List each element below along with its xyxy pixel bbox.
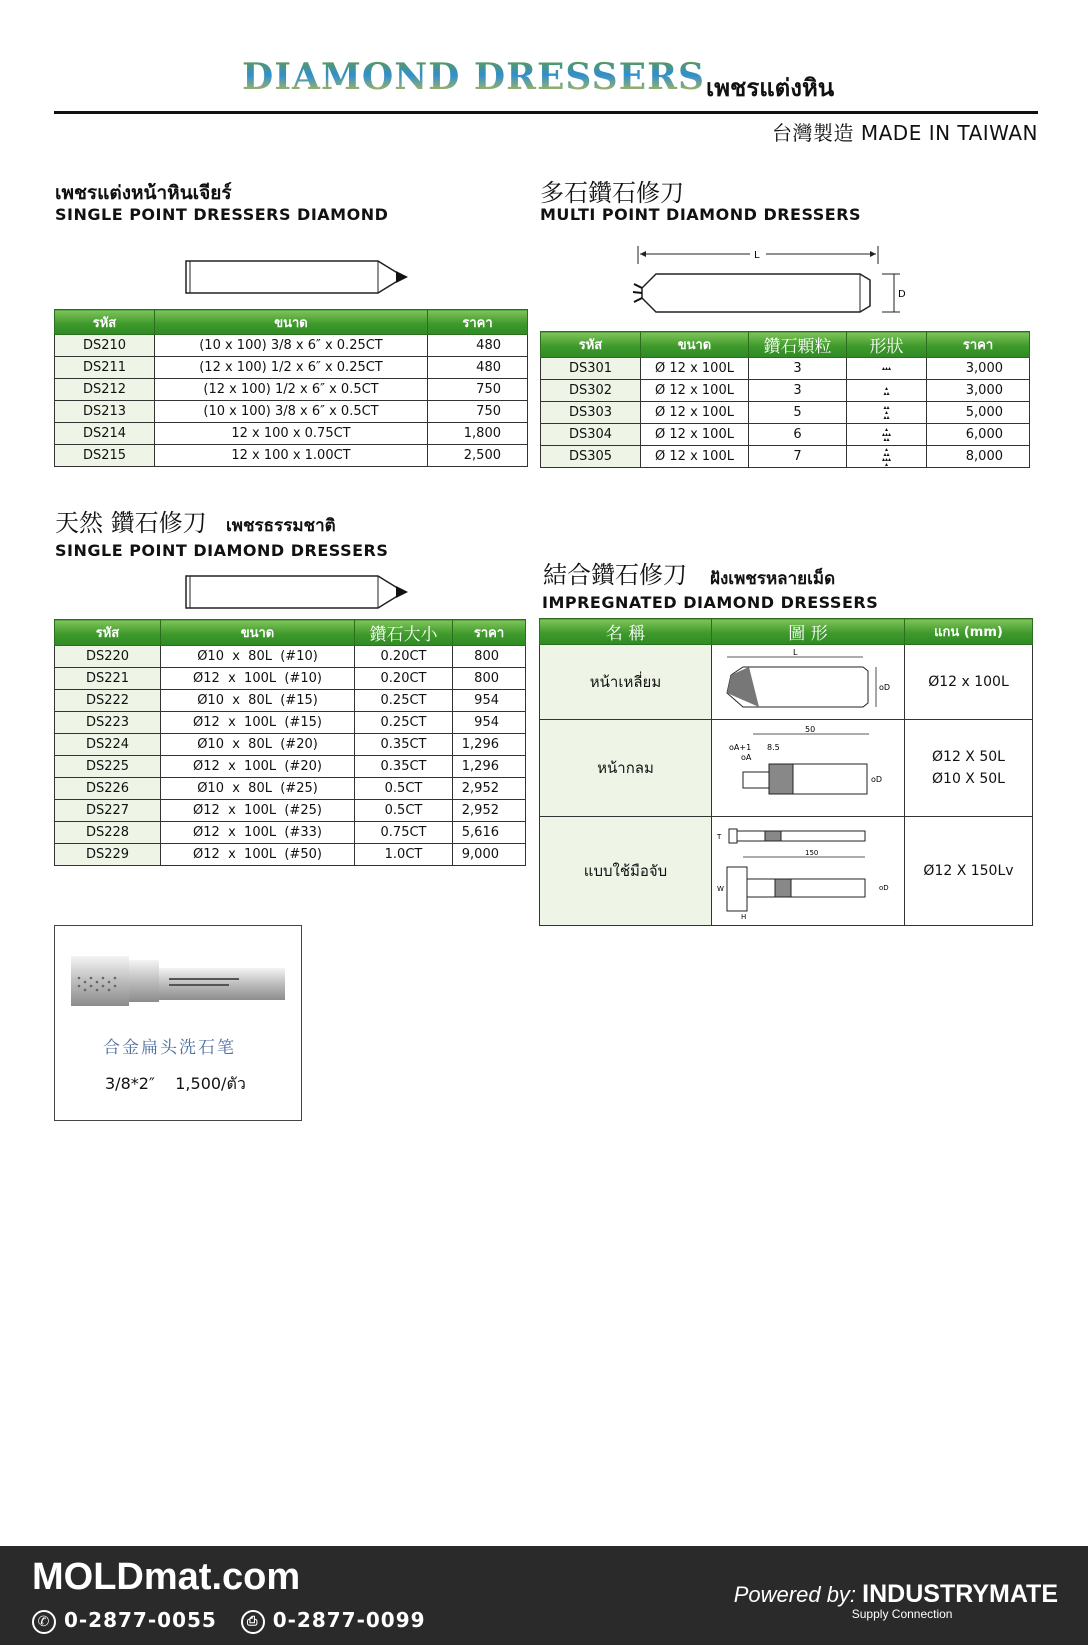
flat-dresser-photo (69, 952, 289, 1012)
table-cell: (10 x 100) 3/8 x 6″ x 0.5CT (155, 401, 428, 423)
table-row (55, 712, 526, 734)
table-cell: Ø 12 x 100L (641, 358, 749, 380)
table-cell: ▴ ▴▴ ▴▴▴ ▴ (847, 446, 927, 468)
table-cell: DS222 (55, 690, 161, 712)
col-header-price: ราคา (927, 332, 1030, 358)
table-row (541, 424, 1030, 446)
table-cell: 1,296 (453, 734, 526, 756)
col-header-price: ราคา (453, 620, 526, 646)
table-cell: Ø 12 x 100L (641, 424, 749, 446)
table-cell: 0.25CT (355, 690, 453, 712)
natural-diamond-dresser-icon (182, 570, 412, 614)
table-cell: 2,500 (428, 445, 528, 467)
table-cell: Ø 12 x 100L (641, 446, 749, 468)
square-face-drawing (713, 645, 903, 715)
table-cell: DS221 (55, 668, 161, 690)
col-header-shank: แกน (mm) (905, 619, 1033, 645)
table-row (55, 690, 526, 712)
table-cell: 0.20CT (355, 646, 453, 668)
table-cell: Ø12 x 100L (#25) (161, 800, 355, 822)
table-cell: DS301 (541, 358, 641, 380)
product-name: หน้าเหลี่ยม (540, 645, 712, 720)
section1-title-en: SINGLE POINT DRESSERS DIAMOND (55, 205, 389, 224)
drawing-cell (712, 720, 905, 817)
table-cell: DS210 (55, 335, 155, 357)
table-cell: 750 (428, 401, 528, 423)
table-row (540, 817, 1033, 926)
table-cell: 480 (428, 357, 528, 379)
dim-label: oD (879, 884, 889, 892)
dim-label: oD (871, 775, 883, 784)
table-cell: DS224 (55, 734, 161, 756)
table-cell: Ø12 x 100L (#10) (161, 668, 355, 690)
photo-caption-chinese: 合金扁头洗石笔 (103, 1038, 236, 1058)
footer-bar (0, 1546, 1088, 1645)
dim-label: W (717, 885, 724, 893)
table-cell: 800 (453, 646, 526, 668)
single-point-table (54, 309, 528, 467)
table-cell: 5,000 (927, 402, 1030, 424)
phone-number[interactable]: 0-2877-0055 (63, 1608, 217, 1632)
table-cell: 5 (749, 402, 847, 424)
table-row (55, 822, 526, 844)
table-cell: 6 (749, 424, 847, 446)
table-cell: DS303 (541, 402, 641, 424)
table-row (541, 358, 1030, 380)
table-cell: 0.5CT (355, 800, 453, 822)
section3-title-chinese: 天然 鑽石修刀 (55, 509, 207, 537)
drawing-cell (712, 817, 905, 926)
table-cell: 750 (428, 379, 528, 401)
company-logo-text[interactable]: INDUSTRYMATE (862, 1580, 1058, 1608)
table-cell: 3,000 (927, 358, 1030, 380)
table-cell: Ø12 x 100L (#33) (161, 822, 355, 844)
table-row (541, 380, 1030, 402)
table-cell: DS304 (541, 424, 641, 446)
table-row (55, 778, 526, 800)
table-cell: ▴▴ ▴ ▴▴ (847, 402, 927, 424)
table-cell: Ø 12 x 100L (641, 402, 749, 424)
table-cell: Ø12 x 100L (#50) (161, 844, 355, 866)
table-cell: 7 (749, 446, 847, 468)
table-cell: 480 (428, 335, 528, 357)
table-cell: 5,616 (453, 822, 526, 844)
single-point-dresser-icon (182, 255, 412, 299)
fax-icon: ⎙ (241, 1610, 265, 1634)
powered-by (734, 1580, 1058, 1621)
table-cell: DS214 (55, 423, 155, 445)
section1-title-thai: เพชรแต่งหน้าหินเจียร์ (55, 182, 232, 204)
table-cell: 12 x 100 x 0.75CT (155, 423, 428, 445)
table-row (55, 734, 526, 756)
table-cell: DS227 (55, 800, 161, 822)
col-header-diamond-size: 鑽石大小 (355, 620, 453, 646)
table-cell: 2,952 (453, 778, 526, 800)
dim-label: T (717, 833, 722, 841)
table-row (55, 800, 526, 822)
section4-title-thai: ฝังเพชรหลายเม็ด (710, 569, 836, 589)
section4-title-en: IMPREGNATED DIAMOND DRESSERS (542, 593, 879, 612)
section2-title-en: MULTI POINT DIAMOND DRESSERS (540, 205, 862, 224)
table-row (540, 645, 1033, 720)
table-cell: DS220 (55, 646, 161, 668)
table-cell: DS215 (55, 445, 155, 467)
table-row (541, 402, 1030, 424)
section3-title-thai: เพชรธรรมชาติ (226, 516, 336, 536)
phone-icon: ✆ (32, 1610, 56, 1634)
table-cell: Ø10 x 80L (#10) (161, 646, 355, 668)
dim-label: oD (879, 683, 891, 692)
table-cell: ▴▴▴ (847, 358, 927, 380)
col-header-code: รหัส (55, 310, 155, 335)
col-header-drawing: 圖 形 (712, 619, 905, 645)
table-row (55, 445, 528, 467)
col-header-stone-count: 鑽石顆粒 (749, 332, 847, 358)
dim-label: 150 (805, 849, 819, 857)
section4-title-chinese: 結合鑽石修刀 (543, 561, 687, 589)
table-row (540, 720, 1033, 817)
drawing-cell (712, 645, 905, 720)
col-header-size: ขนาด (161, 620, 355, 646)
table-cell: 9,000 (453, 844, 526, 866)
dim-d-label: D (898, 289, 906, 300)
dim-label: L (793, 648, 798, 657)
brand-logo-text[interactable]: MOLDmat.com (32, 1556, 301, 1598)
dim-label: 50 (805, 725, 816, 734)
section3-title-en: SINGLE POINT DIAMOND DRESSERS (55, 541, 389, 560)
table-row (55, 646, 526, 668)
table-cell: 1,800 (428, 423, 528, 445)
impregnated-table (539, 618, 1033, 926)
contact-line (32, 1608, 426, 1634)
product-photo-box (54, 925, 302, 1121)
table-cell: ▴ ▴▴ (847, 380, 927, 402)
table-cell: DS226 (55, 778, 161, 800)
photo-price: 3/8*2″ 1,500/ตัว (105, 1074, 246, 1093)
col-header-shape: 形狀 (847, 332, 927, 358)
table-cell: DS213 (55, 401, 155, 423)
table-cell: 0.75CT (355, 822, 453, 844)
shank-size: Ø12 X 50L Ø10 X 50L (905, 720, 1033, 817)
page-title: DIAMOND DRESSERS (242, 56, 705, 98)
table-cell: DS305 (541, 446, 641, 468)
table-cell: 0.35CT (355, 756, 453, 778)
table-cell: 954 (453, 690, 526, 712)
multi-point-table (540, 331, 1030, 468)
dim-label: H (741, 913, 747, 921)
table-cell: 3 (749, 358, 847, 380)
table-row (55, 756, 526, 778)
table-cell: DS228 (55, 822, 161, 844)
fax-number[interactable]: 0-2877-0099 (272, 1608, 426, 1632)
table-row (541, 446, 1030, 468)
company-tagline: Supply Connection (851, 1607, 953, 1621)
table-cell: DS229 (55, 844, 161, 866)
table-cell: 0.5CT (355, 778, 453, 800)
table-cell: Ø10 x 80L (#25) (161, 778, 355, 800)
dim-label: oA+1 (729, 743, 752, 752)
table-cell: 12 x 100 x 1.00CT (155, 445, 428, 467)
table-cell: 2,952 (453, 800, 526, 822)
table-cell: DS302 (541, 380, 641, 402)
section2-title-chinese: 多石鑽石修刀 (540, 179, 684, 207)
table-cell: 1.0CT (355, 844, 453, 866)
title-rule (54, 111, 1038, 114)
table-cell: 954 (453, 712, 526, 734)
powered-by-label: Powered by: (733, 1582, 857, 1607)
table-row (55, 844, 526, 866)
dim-l-label: L (754, 250, 760, 261)
table-cell: Ø10 x 80L (#15) (161, 690, 355, 712)
col-header-size: ขนาด (641, 332, 749, 358)
dim-label: 8.5 (767, 743, 780, 752)
shank-size: Ø12 X 150Lv (905, 817, 1033, 926)
table-cell: Ø10 x 80L (#20) (161, 734, 355, 756)
col-header-code: รหัส (55, 620, 161, 646)
table-cell: (12 x 100) 1/2 x 6″ x 0.5CT (155, 379, 428, 401)
table-row (55, 335, 528, 357)
table-cell: 3 (749, 380, 847, 402)
table-row (55, 668, 526, 690)
table-cell: 3,000 (927, 380, 1030, 402)
product-name: แบบใช้มือจับ (540, 817, 712, 926)
table-cell: 800 (453, 668, 526, 690)
product-name: หน้ากลม (540, 720, 712, 817)
made-in-label: 台灣製造 MADE IN TAIWAN (772, 121, 1038, 145)
table-cell: ▴ ▴▴▴ ▴▴ (847, 424, 927, 446)
col-header-size: ขนาด (155, 310, 428, 335)
table-cell: (12 x 100) 1/2 x 6″ x 0.25CT (155, 357, 428, 379)
table-row (55, 357, 528, 379)
table-row (55, 423, 528, 445)
natural-diamond-table (54, 619, 526, 866)
page-title-thai: เพชรแต่งหิน (706, 74, 835, 102)
col-header-code: รหัส (541, 332, 641, 358)
table-cell: DS211 (55, 357, 155, 379)
table-cell: 0.35CT (355, 734, 453, 756)
table-cell: 8,000 (927, 446, 1030, 468)
dim-label: oA (741, 753, 752, 762)
table-cell: Ø12 x 100L (#15) (161, 712, 355, 734)
table-row (55, 401, 528, 423)
table-cell: 6,000 (927, 424, 1030, 446)
round-face-drawing (713, 720, 903, 812)
table-cell: DS223 (55, 712, 161, 734)
table-cell: DS225 (55, 756, 161, 778)
table-cell: 0.20CT (355, 668, 453, 690)
table-cell: DS212 (55, 379, 155, 401)
multi-point-dresser-icon (630, 244, 936, 316)
handheld-drawing (713, 817, 903, 921)
table-row (55, 379, 528, 401)
col-header-price: ราคา (428, 310, 528, 335)
table-cell: Ø12 x 100L (#20) (161, 756, 355, 778)
table-cell: Ø 12 x 100L (641, 380, 749, 402)
shank-size: Ø12 x 100L (905, 645, 1033, 720)
table-cell: (10 x 100) 3/8 x 6″ x 0.25CT (155, 335, 428, 357)
table-cell: 0.25CT (355, 712, 453, 734)
col-header-name: 名 稱 (540, 619, 712, 645)
table-cell: 1,296 (453, 756, 526, 778)
